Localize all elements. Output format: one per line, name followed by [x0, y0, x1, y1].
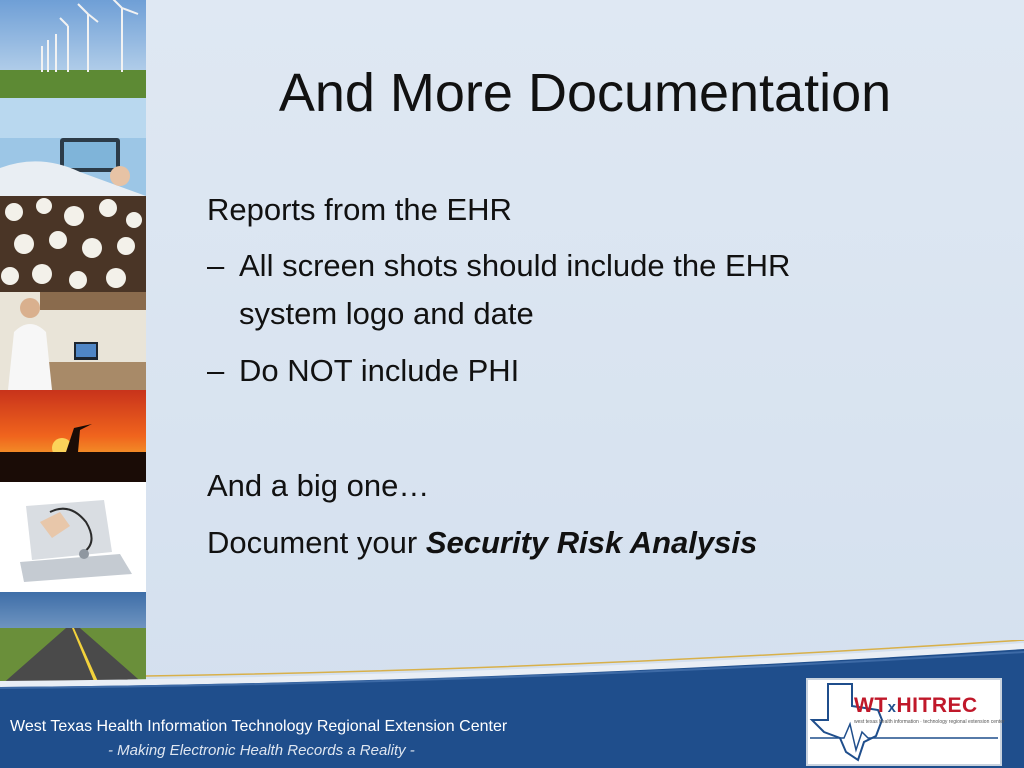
sub-bullet-screenshots-text: All screen shots should include the EHR	[239, 248, 791, 283]
oil-pump-sunset-photo	[0, 390, 146, 482]
sub-bullet-screenshots	[207, 248, 790, 284]
cotton-photo	[0, 196, 146, 292]
logo-wt: WT	[854, 694, 888, 717]
logo-hitrec: HITREC	[896, 694, 978, 717]
wtxhitrec-logo	[806, 678, 1005, 766]
slide-title: And More Documentation	[278, 63, 892, 123]
dash-marker: –	[207, 353, 225, 388]
doctor-tablet-photo	[0, 98, 146, 196]
logo-wordmark	[854, 694, 978, 718]
laptop-stethoscope-photo	[0, 482, 146, 592]
bullet-big-one: And a big one…	[207, 468, 430, 503]
footer-org-name: West Texas Health Information Technology Regional Extension Center	[10, 718, 508, 735]
footer-tagline: - Making Electronic Health Records a Reality -	[108, 742, 415, 759]
lab-computer-photo	[0, 292, 146, 390]
bullet-security	[207, 525, 757, 561]
logo-x: x	[887, 699, 897, 716]
photo-strip	[0, 0, 146, 686]
security-risk-analysis-emphasis: Security Risk Analysis	[425, 525, 758, 560]
bullet-security-prefix: Document your	[207, 525, 426, 560]
dash-marker: –	[207, 248, 225, 283]
sub-bullet-phi	[207, 353, 519, 389]
sub-bullet-screenshots-cont: system logo and date	[239, 296, 534, 331]
sub-bullet-phi-text: Do NOT include PHI	[239, 353, 520, 388]
logo-subtitle: west texas health information · technology regional extension center	[854, 719, 1005, 725]
bullet-reports: Reports from the EHR	[207, 192, 512, 227]
wind-turbines-photo	[0, 0, 146, 98]
